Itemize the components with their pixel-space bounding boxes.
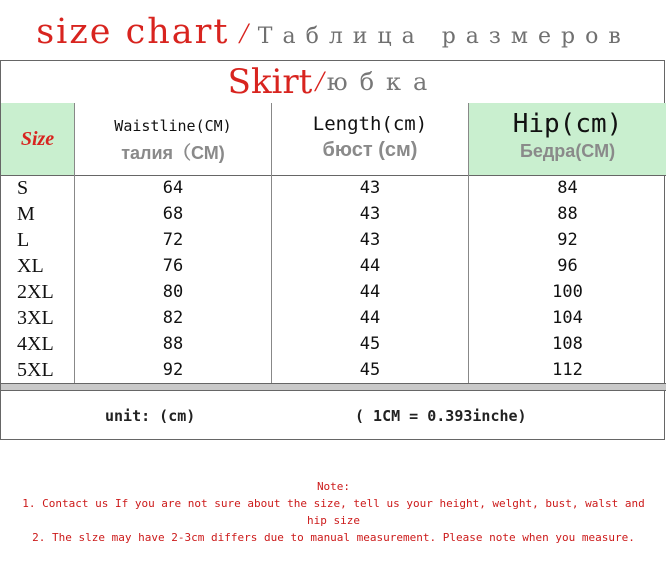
table-title-russian: юбка [326, 68, 440, 96]
header-waistline-english: Waistline(CM) [114, 117, 232, 135]
unit-label: unit: (cm) [105, 407, 196, 425]
page-header [0, 12, 667, 56]
table-row [1, 201, 666, 227]
table-row [1, 227, 666, 253]
waist-cell: 68 [75, 201, 272, 227]
table-title [1, 61, 666, 104]
table-row [1, 357, 666, 383]
header-size-label: Size [20, 127, 55, 150]
notes-heading: Note: [316, 480, 351, 493]
waist-cell: 64 [75, 175, 272, 201]
waist-cell: 92 [75, 357, 272, 383]
title-slash: / [239, 17, 248, 50]
title-russian: Таблица размеров [257, 24, 631, 49]
header-hip-english: Hip(cm) [512, 109, 623, 139]
length-cell: 43 [272, 175, 469, 201]
length-cell: 45 [272, 357, 469, 383]
size-table [0, 60, 665, 440]
length-cell: 44 [272, 279, 469, 305]
unit-row [1, 391, 666, 439]
size-cell: 2XL [1, 279, 75, 305]
table-header-row [1, 103, 666, 176]
hip-cell: 104 [552, 308, 583, 328]
table-row [1, 331, 666, 357]
length-cell: 43 [272, 201, 469, 227]
length-cell: 44 [272, 305, 469, 331]
waist-cell: 72 [75, 227, 272, 253]
hip-cell: 96 [557, 256, 578, 276]
waist-cell: 82 [75, 305, 272, 331]
header-length-russian: бюст (см) [322, 139, 418, 161]
table-row [1, 279, 666, 305]
header-length [272, 103, 469, 175]
title-english: size chart [36, 12, 230, 52]
hip-cell: 108 [552, 334, 583, 354]
size-cell: S [1, 175, 75, 201]
hip-cell: 112 [552, 360, 583, 380]
hip-cell: 92 [557, 230, 578, 250]
length-cell: 43 [272, 227, 469, 253]
table-title-slash: / [315, 65, 324, 98]
hip-cell: 100 [552, 282, 583, 302]
waist-cell: 76 [75, 253, 272, 279]
waist-cell: 88 [75, 331, 272, 357]
header-waistline [75, 103, 272, 175]
note-line-2: 2. The slze may have 2-3cm differs due to manual measurement. Please note when you measure. [32, 531, 635, 544]
notes-section [0, 478, 667, 546]
unit-conversion: ( 1CM = 0.393inche) [355, 407, 527, 425]
size-cell: L [1, 227, 75, 253]
size-cell: M [1, 201, 75, 227]
header-hip [469, 103, 666, 175]
hip-cell: 88 [557, 204, 578, 224]
size-cell: 3XL [1, 305, 75, 331]
header-length-english: Length(cm) [312, 113, 428, 135]
hip-cell: 84 [557, 178, 578, 198]
length-cell: 44 [272, 253, 469, 279]
header-hip-russian: Бедра(СМ) [519, 141, 616, 161]
waist-cell: 80 [75, 279, 272, 305]
table-row [1, 253, 666, 279]
size-cell: 4XL [1, 331, 75, 357]
table-row [1, 175, 666, 201]
note-line-1: 1. Contact us If you are not sure about the size, tell us your height, welght, bust, walst and [22, 497, 645, 510]
separator-band [1, 383, 666, 391]
table-title-english: Skirt [227, 62, 313, 102]
size-cell: XL [1, 253, 75, 279]
size-cell: 5XL [1, 357, 75, 383]
header-waistline-russian: талия（СМ) [121, 143, 225, 163]
table-body [1, 175, 666, 383]
length-cell: 45 [272, 331, 469, 357]
note-line-1-continued: hip size [307, 514, 360, 527]
header-size [1, 103, 75, 175]
table-row [1, 305, 666, 331]
